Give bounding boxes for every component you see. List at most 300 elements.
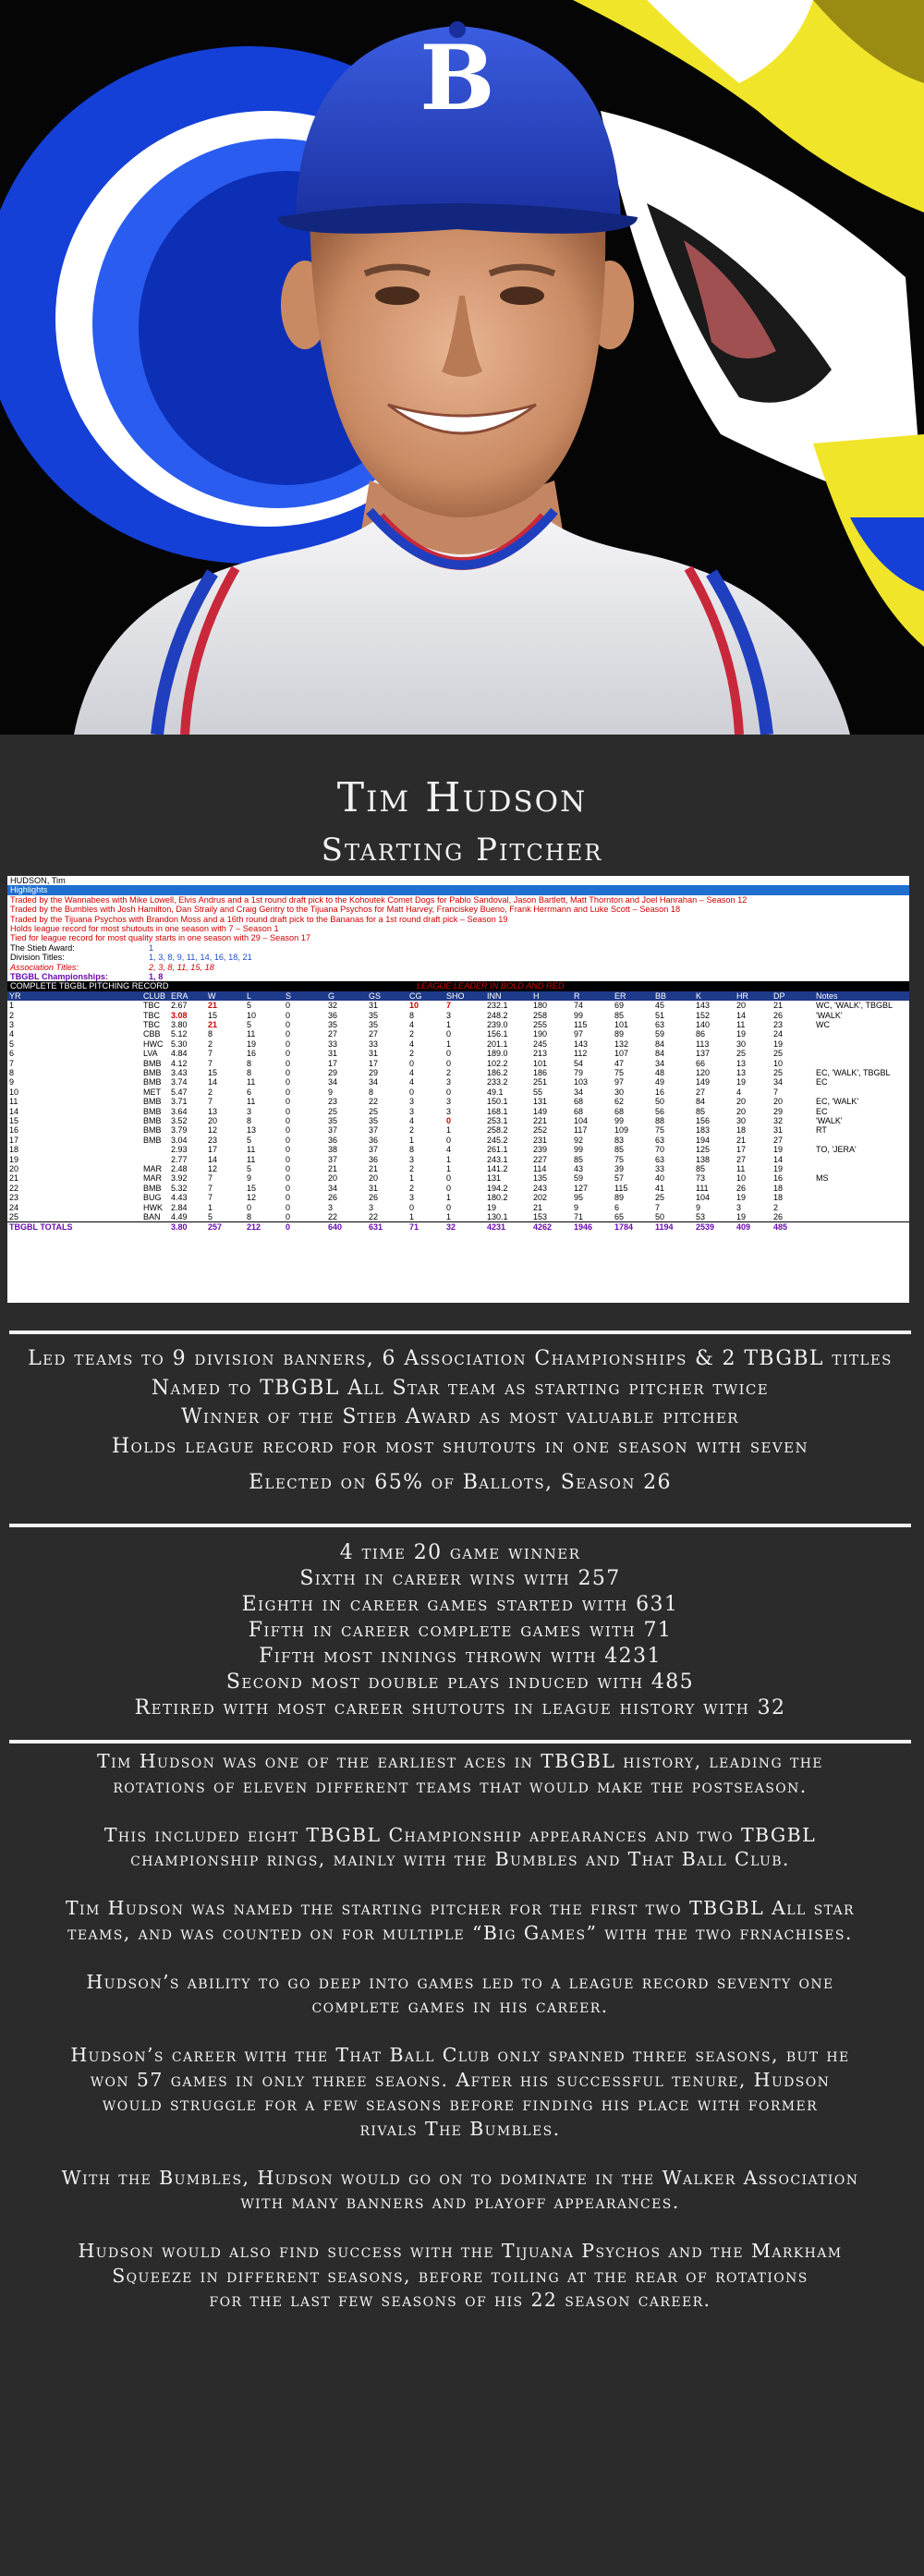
table-cell — [141, 1155, 169, 1164]
table-cell: 245.2 — [487, 1135, 508, 1145]
record-note: LEAGUE LEADER IN BOLD AND RED — [417, 981, 565, 991]
table-cell: 221 — [533, 1115, 548, 1125]
table-cell: 21 — [208, 1001, 218, 1011]
table-cell: 131 — [487, 1173, 502, 1184]
table-cell: 21 — [773, 1001, 784, 1011]
table-cell: 16 — [773, 1173, 784, 1184]
table-cell: 18 — [9, 1145, 19, 1155]
table-row — [7, 1125, 909, 1135]
table-cell: 186 — [533, 1067, 548, 1077]
table-cell: 10 — [9, 1087, 19, 1097]
table-cell: 30 — [736, 1115, 747, 1125]
totals-cell: 1784 — [613, 1222, 653, 1233]
table-cell: 59 — [655, 1029, 665, 1039]
table-cell: 5 — [247, 1164, 252, 1173]
table-cell: 101 — [533, 1058, 548, 1068]
table-cell: LVA — [143, 1049, 158, 1059]
table-cell: 10 — [247, 1010, 257, 1020]
table-row — [7, 1193, 909, 1202]
table-body — [7, 1001, 909, 1233]
table-cell: 0 — [409, 1087, 415, 1097]
table-cell: 27 — [696, 1087, 706, 1097]
totals-cell: 4262 — [531, 1222, 572, 1233]
highlight-line: Holds league record for most shutouts in one season with 7 – Season 1 — [10, 923, 279, 933]
table-cell: 1 — [446, 1125, 452, 1136]
championships-label: TBGBL Championships: — [10, 971, 108, 981]
table-cell: 3 — [9, 1019, 15, 1029]
table-cell: 19 — [736, 1077, 747, 1088]
table-cell — [814, 1059, 909, 1068]
table-row — [7, 1059, 909, 1068]
table-cell: 8 — [247, 1058, 252, 1068]
table-cell: 7 — [208, 1183, 213, 1193]
column-header: R — [572, 991, 613, 1001]
table-cell: 15 — [208, 1010, 218, 1020]
table-row — [7, 1173, 909, 1183]
table-cell: 8 — [208, 1029, 213, 1039]
column-header: CLUB — [141, 991, 169, 1001]
totals-cell: 640 — [326, 1222, 367, 1233]
table-cell: 19 — [773, 1145, 784, 1155]
table-cell: 13 — [736, 1067, 747, 1077]
table-cell: 49 — [655, 1077, 665, 1088]
table-cell: 25 — [773, 1049, 784, 1059]
bio-line: Squeeze in different seasons, before toiling at the rear of rotations — [112, 2264, 808, 2287]
table-cell: 30 — [736, 1039, 747, 1049]
table-cell: 32 — [328, 1001, 338, 1011]
table-cell: 21 — [736, 1135, 747, 1145]
column-header: BB — [653, 991, 694, 1001]
table-cell: 0 — [286, 1019, 291, 1029]
highlight-line: Traded by the Bumbles with Josh Hamilton, Dan Straily and Craig Gentry to the Tijuana Psychos for Matt Harvey, Franciskey Bueno, Frank Herrmann and Luke Scott – Season 18 — [10, 905, 681, 915]
table-cell: HWC — [143, 1039, 164, 1049]
bio-line: With the Bumbles, Hudson would go on to dominate in the Walker Association — [61, 2166, 859, 2189]
bio-line: for the last few seasons of his 22 season career. — [209, 2289, 711, 2311]
table-cell: EC — [816, 1106, 828, 1116]
table-cell: 258.2 — [487, 1125, 508, 1136]
table-cell: 13 — [247, 1125, 257, 1136]
table-cell: 33 — [328, 1039, 338, 1049]
table-cell: 19 — [736, 1029, 747, 1039]
table-cell: 18 — [773, 1193, 784, 1203]
table-cell: 37 — [369, 1125, 379, 1136]
column-header: W — [206, 991, 245, 1001]
table-cell: CBB — [143, 1029, 161, 1039]
table-cell: 33 — [369, 1039, 379, 1049]
player-name: Tim Hudson — [336, 774, 588, 821]
table-cell: 0 — [446, 1135, 452, 1145]
table-cell: 109 — [614, 1125, 629, 1136]
table-cell: MS — [816, 1173, 829, 1184]
bio-line: teams, and was counted on for multiple “Big Games” with the two frnachises. — [67, 1921, 853, 1944]
table-cell: EC — [816, 1077, 828, 1088]
table-cell — [814, 1164, 909, 1173]
table-cell: 0 — [446, 1049, 452, 1059]
table-cell: MET — [143, 1087, 161, 1097]
bio-paragraph — [9, 1823, 911, 1872]
table-cell: 4.12 — [171, 1058, 188, 1068]
table-cell: 51 — [655, 1010, 665, 1020]
table-cell: 12 — [208, 1164, 218, 1173]
table-cell: 3.92 — [171, 1173, 188, 1184]
table-cell: 34 — [655, 1058, 665, 1068]
table-cell: 114 — [533, 1164, 547, 1173]
table-cell: 0 — [286, 1029, 291, 1039]
table-cell: 248.2 — [487, 1010, 508, 1020]
table-cell: 7 — [208, 1173, 213, 1184]
table-cell: 17 — [9, 1135, 19, 1145]
table-cell: 31 — [369, 1001, 379, 1011]
table-cell: 43 — [574, 1164, 584, 1173]
table-cell: 4 — [736, 1087, 742, 1097]
table-cell: 37 — [369, 1145, 379, 1155]
table-cell: HWK — [143, 1202, 163, 1212]
table-cell: 0 — [446, 1183, 452, 1193]
table-cell: 5.47 — [171, 1087, 188, 1097]
pitching-record-table — [7, 991, 909, 1233]
table-cell: 47 — [614, 1058, 625, 1068]
table-cell: 3.64 — [171, 1106, 188, 1116]
table-cell: 62 — [614, 1097, 625, 1107]
table-cell: 104 — [574, 1115, 589, 1125]
table-cell: 16 — [655, 1087, 665, 1097]
table-cell: 0 — [286, 1125, 291, 1136]
table-cell: 92 — [574, 1135, 584, 1145]
table-cell: 25 — [328, 1106, 338, 1116]
table-cell: BMB — [143, 1067, 162, 1077]
bio-line: won 57 games in only three seaons. After his successful tenure, Hudson — [90, 2068, 831, 2091]
table-cell: 8 — [247, 1067, 252, 1077]
table-cell: 26 — [773, 1010, 784, 1020]
record-title: COMPLETE TBGBL PITCHING RECORD — [10, 981, 169, 991]
table-cell: 23 — [9, 1193, 19, 1203]
table-cell: 135 — [533, 1173, 548, 1184]
totals-cell: 485 — [772, 1222, 814, 1233]
award-row — [7, 943, 909, 953]
table-cell: 103 — [574, 1077, 589, 1088]
table-cell: 26 — [328, 1193, 338, 1203]
table-cell: 18 — [736, 1125, 747, 1136]
table-cell: 183 — [696, 1125, 711, 1136]
totals-cell — [141, 1222, 169, 1233]
table-cell: WC — [816, 1019, 830, 1029]
record-line: Fifth in career complete games with 71 — [248, 1619, 673, 1642]
table-cell: 3 — [247, 1106, 252, 1116]
table-row — [7, 1184, 909, 1193]
table-cell: 232.1 — [487, 1001, 508, 1011]
table-cell — [814, 1193, 909, 1202]
table-cell: 26 — [736, 1183, 747, 1193]
table-cell: 0 — [286, 1058, 291, 1068]
table-cell: 10 — [409, 1001, 419, 1011]
table-cell: 138 — [696, 1154, 711, 1164]
table-cell: 7 — [9, 1058, 15, 1068]
table-cell: 194.2 — [487, 1183, 508, 1193]
highlight-line: Traded by the Wannabees with Mike Lowell, Elvis Andrus and a 1st round draft pick to the Kohoutek Comet Dogs for Pablo Sandoval, Jason Bartlett, Matt Thornton and Joel Hanrahan – Season 12 — [10, 894, 748, 905]
award-value: 1, 3, 8, 9, 11, 14, 16, 18, 21 — [149, 953, 252, 963]
table-cell: 19 — [487, 1202, 497, 1212]
column-header: Notes — [814, 991, 909, 1001]
table-cell: 54 — [574, 1058, 584, 1068]
table-cell: 79 — [574, 1067, 584, 1077]
totals-cell: 4231 — [485, 1222, 531, 1233]
bio-line: rotations of eleven different teams that would make the postseason. — [113, 1774, 808, 1797]
accolades-section — [9, 1344, 911, 1498]
table-cell: 25 — [773, 1067, 784, 1077]
table-cell: 71 — [574, 1212, 584, 1222]
column-header: H — [531, 991, 572, 1001]
column-header: ER — [613, 991, 653, 1001]
column-header: DP — [772, 991, 814, 1001]
table-cell: 9 — [328, 1087, 334, 1097]
totals-cell: 212 — [245, 1222, 284, 1233]
table-cell: 27 — [328, 1029, 338, 1039]
table-cell: 23 — [208, 1135, 218, 1145]
table-cell: 34 — [369, 1077, 379, 1088]
table-cell: 11 — [247, 1097, 256, 1107]
totals-cell: 409 — [735, 1222, 772, 1233]
player-portrait-illustration — [0, 0, 924, 735]
table-cell: 0 — [446, 1087, 452, 1097]
player-position: Starting Pitcher — [321, 832, 603, 869]
table-cell: 11 — [736, 1019, 746, 1029]
table-cell: 3 — [446, 1106, 452, 1116]
table-cell: 1 — [446, 1212, 452, 1222]
table-cell — [141, 1145, 169, 1154]
table-cell: BMB — [143, 1106, 162, 1116]
table-cell: 4 — [409, 1039, 415, 1049]
championships-row — [7, 972, 909, 981]
table-cell: 4.43 — [171, 1193, 188, 1203]
table-cell: 27 — [773, 1135, 784, 1145]
table-cell — [814, 1029, 909, 1039]
table-cell: 21 — [328, 1164, 338, 1173]
table-cell: BMB — [143, 1058, 162, 1068]
table-cell: 4.49 — [171, 1212, 188, 1222]
table-cell: 29 — [773, 1106, 784, 1116]
table-cell: 40 — [655, 1173, 665, 1184]
table-cell: 113 — [696, 1039, 710, 1049]
bio-line: Hudson’s career with the That Ball Club only spanned three seasons, but he — [70, 2044, 850, 2066]
table-row — [7, 1011, 909, 1020]
records-section — [9, 1540, 911, 1721]
table-cell: 11 — [247, 1145, 256, 1155]
table-cell: 19 — [247, 1039, 257, 1049]
table-cell: 4.84 — [171, 1049, 188, 1059]
table-cell: 73 — [696, 1173, 706, 1184]
table-cell: 1 — [208, 1202, 213, 1212]
section-divider — [9, 1331, 911, 1334]
table-cell: 239 — [533, 1145, 548, 1155]
table-cell: 2 — [208, 1039, 213, 1049]
table-row — [7, 1107, 909, 1116]
table-cell: 5.30 — [171, 1039, 188, 1049]
table-cell: 213 — [533, 1049, 548, 1059]
table-cell: 4 — [446, 1145, 452, 1155]
table-cell: 24 — [773, 1029, 784, 1039]
column-header: HR — [735, 991, 772, 1001]
table-cell: 75 — [614, 1154, 625, 1164]
table-cell: 22 — [9, 1183, 19, 1193]
table-cell: BMB — [143, 1125, 162, 1136]
table-cell: 9 — [247, 1173, 252, 1184]
table-cell: 63 — [655, 1019, 665, 1029]
table-cell: 7 — [208, 1049, 213, 1059]
table-cell: 180 — [533, 1001, 548, 1011]
table-cell: 99 — [614, 1115, 625, 1125]
totals-cell: 2539 — [694, 1222, 735, 1233]
table-cell: 7 — [773, 1087, 779, 1097]
table-cell: 25 — [655, 1193, 665, 1203]
table-cell: 2.77 — [171, 1154, 188, 1164]
table-cell: 189.0 — [487, 1049, 508, 1059]
totals-cell — [814, 1222, 909, 1233]
table-cell: 5.12 — [171, 1029, 188, 1039]
association-row — [7, 963, 909, 972]
bio-line: would struggle for a few seasons before finding his place with former — [102, 2093, 819, 2115]
table-cell: 21 — [369, 1164, 379, 1173]
table-cell: 0 — [286, 1106, 291, 1116]
table-cell: 30 — [614, 1087, 625, 1097]
award-label: The Stieb Award: — [10, 942, 75, 953]
table-cell — [814, 1049, 909, 1058]
totals-cell: 1194 — [653, 1222, 694, 1233]
table-cell: 258 — [533, 1010, 548, 1020]
table-cell: 3.08 — [171, 1010, 188, 1020]
totals-cell: 631 — [367, 1222, 407, 1233]
table-cell: 23 — [773, 1019, 784, 1029]
table-cell: 4 — [9, 1029, 15, 1039]
table-cell: 20 — [9, 1164, 19, 1173]
table-cell: 20 — [208, 1115, 218, 1125]
table-cell: 14 — [773, 1154, 784, 1164]
table-cell: 7 — [655, 1202, 661, 1212]
table-cell: 11 — [247, 1077, 256, 1088]
table-cell: 25 — [736, 1049, 747, 1059]
table-cell: 22 — [369, 1212, 379, 1222]
table-cell: BMB — [143, 1077, 162, 1088]
table-cell: 85 — [574, 1154, 584, 1164]
table-cell: 251 — [533, 1077, 548, 1088]
table-cell: 22 — [328, 1212, 338, 1222]
table-cell: 1 — [446, 1019, 452, 1029]
table-cell: 2 — [409, 1183, 415, 1193]
table-cell: 153 — [533, 1212, 548, 1222]
table-cell: 3 — [446, 1010, 452, 1020]
table-cell: 75 — [614, 1067, 625, 1077]
table-cell: 2 — [409, 1164, 415, 1173]
bio-line: Tim Hudson was named the starting pitcher for the first two TBGBL All star — [65, 1897, 855, 1919]
table-cell: 3 — [446, 1077, 452, 1088]
table-cell: 38 — [328, 1145, 338, 1155]
table-cell: 102.2 — [487, 1058, 508, 1068]
table-row — [7, 1088, 909, 1097]
table-cell: TO, 'JERA' — [816, 1145, 857, 1155]
table-cell: MAR — [143, 1173, 162, 1184]
table-cell: 45 — [655, 1001, 665, 1011]
table-cell: 0 — [286, 1154, 291, 1164]
table-cell: 194 — [696, 1135, 711, 1145]
record-line: Second most double plays induced with 485 — [225, 1671, 695, 1694]
table-cell: 5 — [208, 1212, 213, 1222]
table-cell: 9 — [574, 1202, 579, 1212]
table-cell: 0 — [247, 1202, 252, 1212]
table-cell: 125 — [696, 1145, 711, 1155]
table-cell: BMB — [143, 1097, 162, 1107]
table-cell: 168.1 — [487, 1106, 508, 1116]
table-cell: 29 — [328, 1067, 338, 1077]
bio-paragraph — [9, 1970, 911, 2019]
table-row — [7, 1049, 909, 1058]
table-cell: 31 — [773, 1125, 784, 1136]
table-cell: 21 — [9, 1173, 19, 1184]
table-cell: 19 — [773, 1039, 784, 1049]
table-cell: 150.1 — [487, 1097, 508, 1107]
table-cell: 0 — [286, 1067, 291, 1077]
table-cell: 156.1 — [487, 1029, 508, 1039]
player-photo — [0, 0, 924, 735]
highlight-line: Tied for league record for most quality starts in one season with 29 – Season 17 — [10, 933, 310, 943]
table-cell: 0 — [286, 1115, 291, 1125]
table-cell: 3 — [369, 1202, 374, 1212]
table-cell — [814, 1184, 909, 1193]
table-cell: 35 — [369, 1115, 379, 1125]
bio-paragraph — [9, 2239, 911, 2313]
table-cell: 141.2 — [487, 1164, 508, 1173]
table-cell: 'WALK' — [816, 1115, 843, 1125]
table-cell: 131 — [533, 1097, 548, 1107]
table-cell: TBC — [143, 1010, 160, 1020]
table-cell: EC, 'WALK', TBGBL — [816, 1067, 891, 1077]
table-cell: 21 — [533, 1202, 543, 1212]
table-cell: 127 — [574, 1183, 589, 1193]
table-cell: 2.84 — [171, 1202, 188, 1212]
table-cell: 0 — [286, 1001, 291, 1011]
table-cell: 99 — [574, 1145, 584, 1155]
table-cell: 20 — [328, 1173, 338, 1184]
award-label: Division Titles: — [10, 953, 65, 963]
table-cell: 0 — [446, 1058, 452, 1068]
table-cell: 34 — [574, 1087, 584, 1097]
table-cell: 37 — [328, 1154, 338, 1164]
table-cell: 0 — [286, 1145, 291, 1155]
bio-paragraph — [9, 1749, 911, 1798]
table-cell: 83 — [614, 1135, 625, 1145]
table-cell: 201.1 — [487, 1039, 508, 1049]
table-cell: 36 — [328, 1135, 338, 1145]
table-cell: 50 — [655, 1212, 665, 1222]
table-row — [7, 1145, 909, 1154]
table-cell: 25 — [369, 1106, 379, 1116]
cap-logo: B — [419, 26, 495, 130]
table-cell: 35 — [369, 1010, 379, 1020]
column-header: S — [284, 991, 326, 1001]
table-cell: 26 — [773, 1212, 784, 1222]
stats-sheet — [7, 876, 909, 1303]
table-cell: WC, 'WALK', TBGBL — [816, 1001, 893, 1011]
table-cell: 50 — [655, 1097, 665, 1107]
table-row — [7, 1155, 909, 1164]
table-cell: 24 — [9, 1202, 19, 1212]
accolade-line: Led teams to 9 division banners, 6 Association Championships & 2 TBGBL titles — [28, 1347, 893, 1370]
table-cell: 115 — [574, 1019, 588, 1029]
table-cell: 12 — [247, 1193, 257, 1203]
table-cell: 'WALK' — [816, 1010, 843, 1020]
table-cell: 101 — [614, 1019, 629, 1029]
table-cell: 2 — [773, 1202, 779, 1212]
table-cell: BMB — [143, 1115, 162, 1125]
table-cell: 95 — [574, 1193, 584, 1203]
